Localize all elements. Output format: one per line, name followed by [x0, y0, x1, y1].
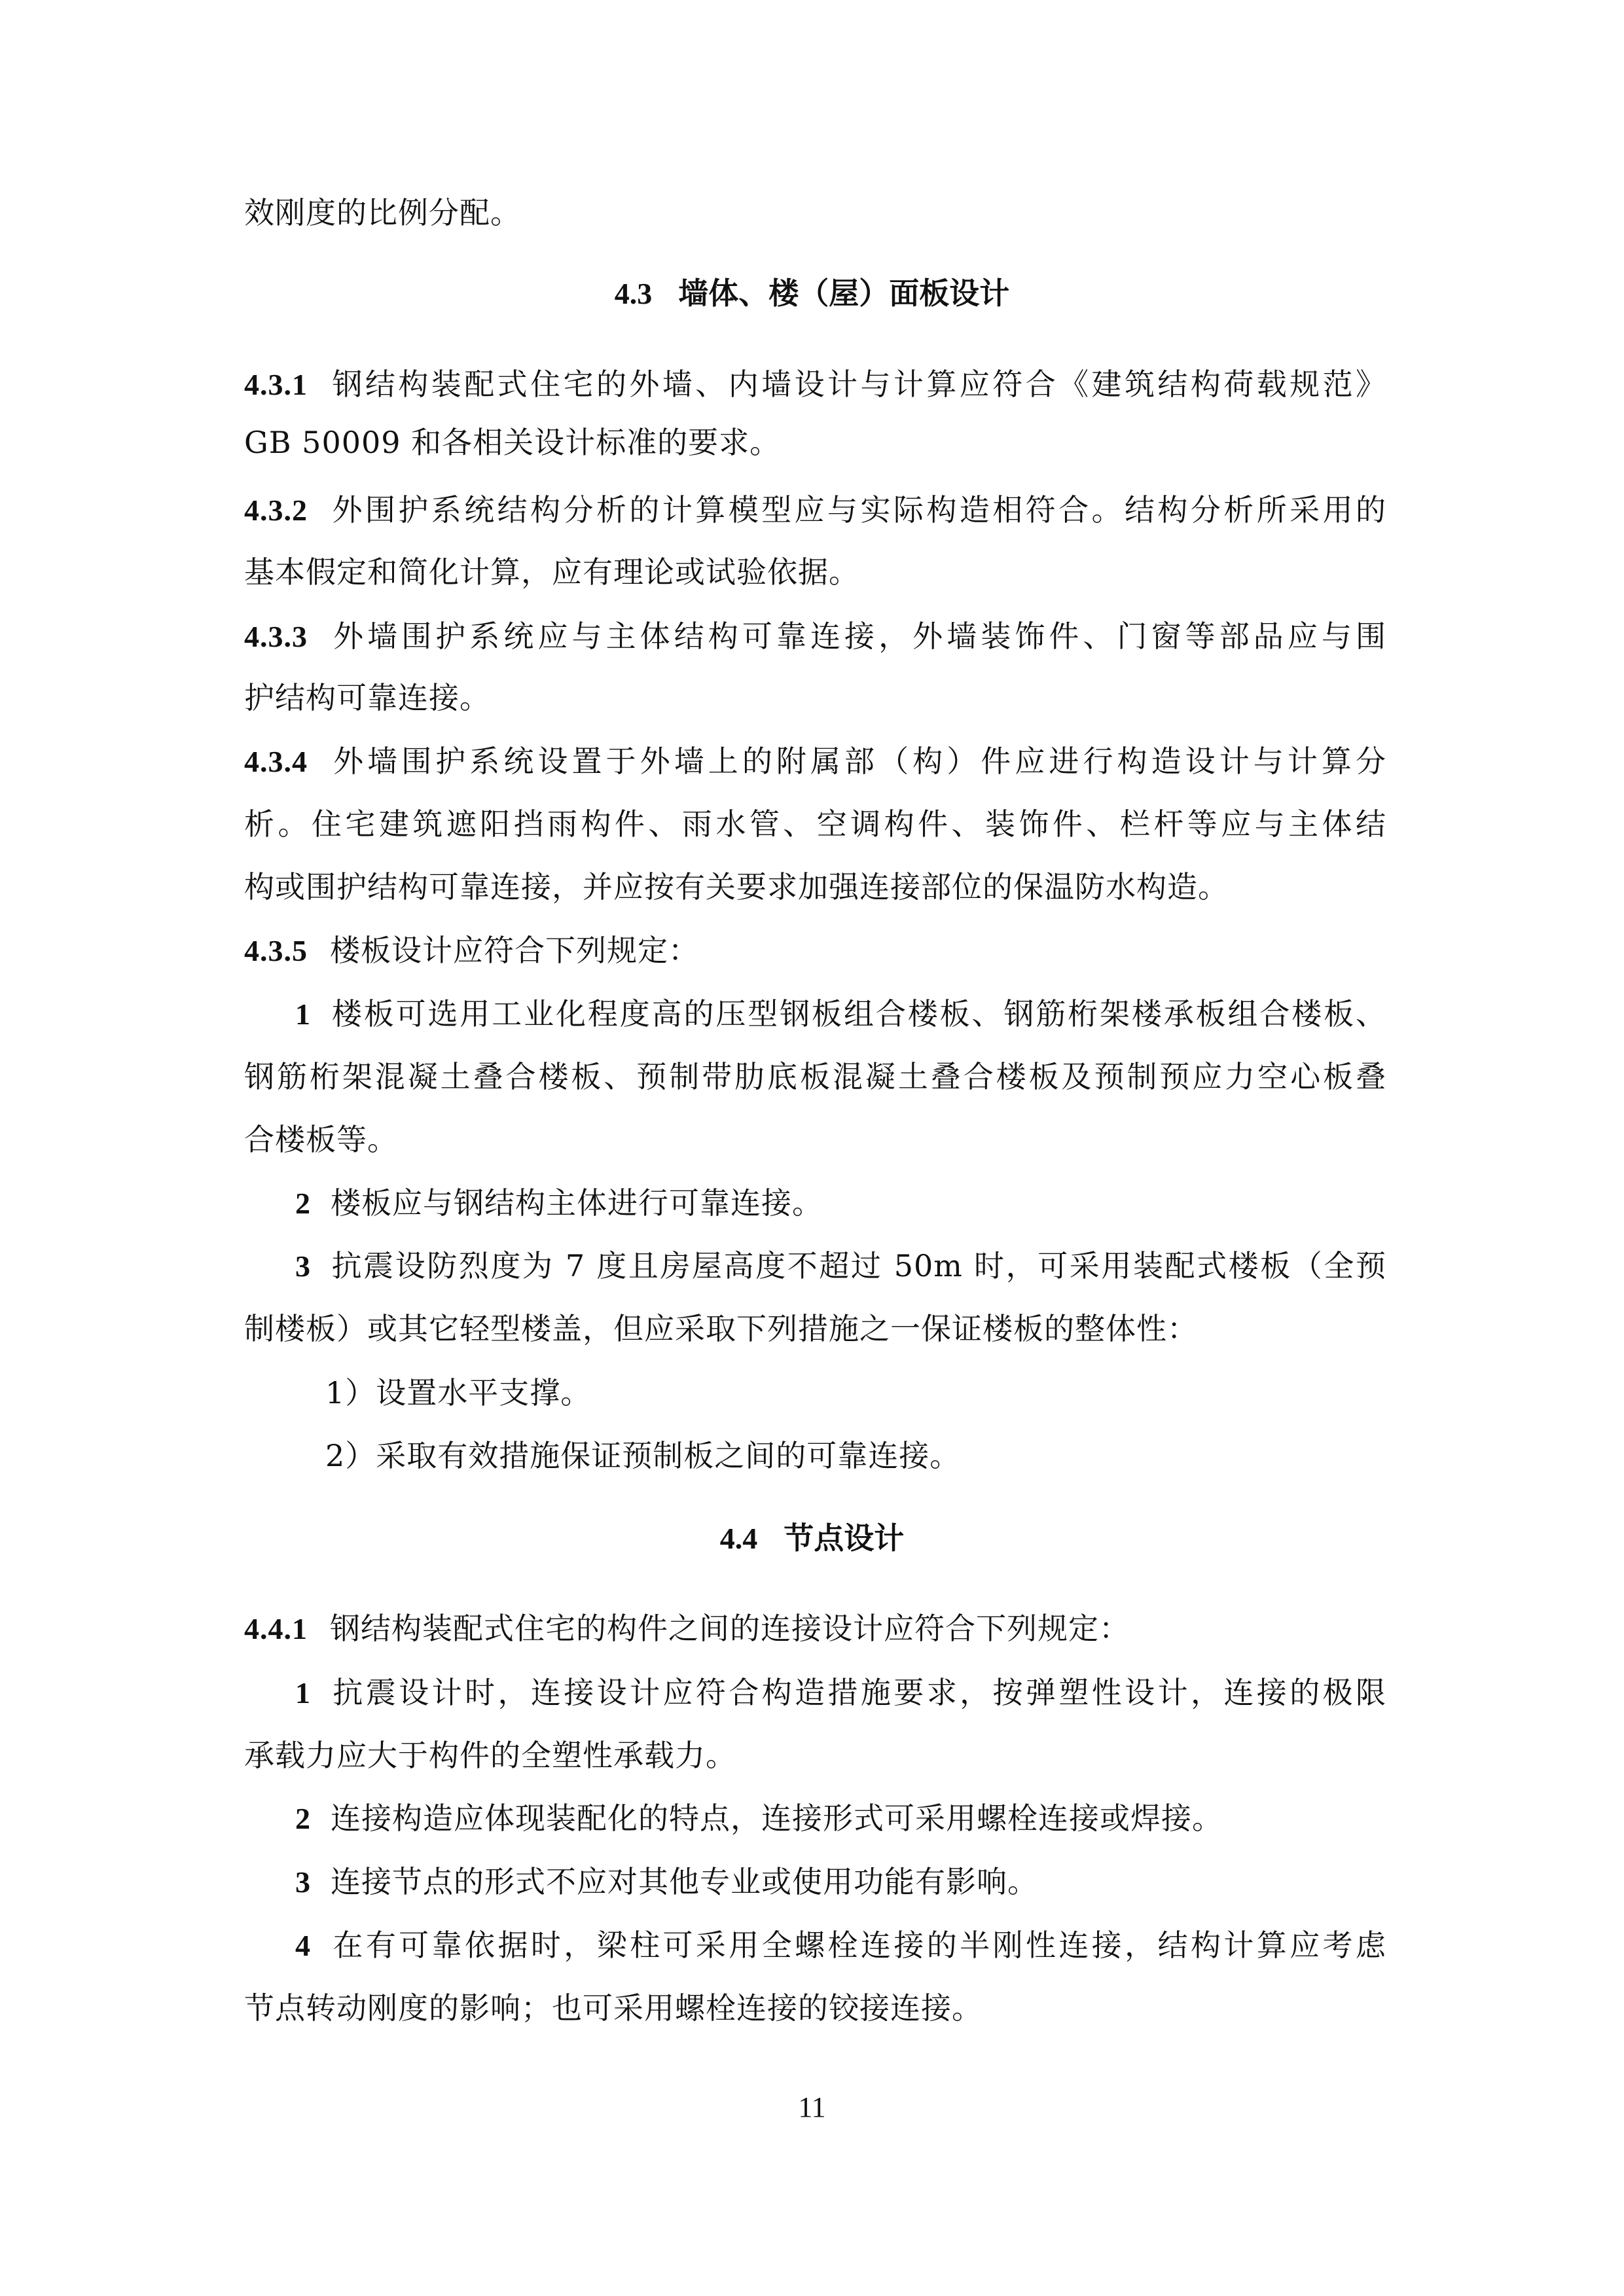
clause-4-3-3-line-1: [244, 618, 1386, 655]
text: 楼板可选用工业化程度高的压型钢板组合楼板、钢筋桁架楼承板组合楼板、: [331, 996, 1386, 1031]
item-number: 1: [295, 997, 311, 1031]
item-3-line-2: [244, 1310, 1198, 1347]
section-number: 4.3: [614, 277, 653, 310]
text: 钢结构装配式住宅的构件之间的连接设计应符合下列规定：: [330, 1611, 1130, 1646]
clause-number: 4.3.3: [244, 620, 308, 653]
item-1-line-3: [244, 1121, 398, 1158]
text: 楼板设计应符合下列规定：: [330, 933, 699, 968]
clause-4-3-3-line-2: [244, 679, 490, 716]
clause-number: 4.3.4: [244, 745, 308, 778]
node-item-1-line-1: [295, 1674, 1386, 1712]
text: 抗震设防烈度为 7 度且房屋高度不超过 50m 时，可采用装配式楼板（全预: [331, 1248, 1386, 1283]
text: 连接构造应体现装配化的特点，连接形式可采用螺栓连接或焊接。: [331, 1801, 1223, 1836]
subitem-2: [325, 1437, 960, 1474]
text: 2）采取有效措施保证预制板之间的可靠连接。: [325, 1438, 961, 1473]
item-1-line-1: [295, 996, 1386, 1033]
node-item-3-line-1: [295, 1863, 1038, 1901]
clause-4-3-1-line-2: [244, 424, 780, 461]
text: 抗震设计时，连接设计应符合构造措施要求，按弹塑性设计，连接的极限: [331, 1675, 1386, 1710]
clause-4-3-1-line-1: [244, 366, 1386, 403]
clause-4-3-4-line-1: [244, 743, 1386, 780]
item-1-line-2: [244, 1058, 1386, 1095]
clause-4-3-4-line-2: [244, 806, 1386, 842]
section-number: 4.4: [719, 1522, 758, 1555]
text: 构或围护结构可靠连接，并应按有关要求加强连接部位的保温防水构造。: [244, 869, 1229, 905]
item-number: 3: [295, 1249, 311, 1283]
text: 承载力应大于构件的全塑性承载力。: [244, 1738, 736, 1773]
item-3-line-1: [295, 1247, 1386, 1285]
clause-4-3-2-line-1: [244, 492, 1386, 529]
clause-4-4-1-line-1: [244, 1610, 1130, 1647]
clause-4-3-4-line-3: [244, 869, 1229, 905]
item-2-line-1: [295, 1185, 823, 1222]
text: 连接节点的形式不应对其他专业或使用功能有影响。: [331, 1864, 1038, 1899]
text: 钢筋桁架混凝土叠合楼板、预制带肋底板混凝土叠合楼板及预制预应力空心板叠: [244, 1059, 1386, 1094]
text: 效刚度的比例分配。: [244, 195, 521, 230]
text: 外墙围护系统设置于外墙上的附属部（构）件应进行构造设计与计算分: [330, 744, 1386, 779]
clause-number: 4.3.5: [244, 934, 308, 967]
text: 制楼板）或其它轻型楼盖，但应采取下列措施之一保证楼板的整体性：: [244, 1311, 1198, 1346]
node-item-1-line-2: [244, 1737, 736, 1774]
text: 外围护系统结构分析的计算模型应与实际构造相符合。结构分析所采用的: [330, 492, 1386, 528]
text: 外墙围护系统应与主体结构可靠连接，外墙装饰件、门窗等部品应与围: [330, 619, 1386, 654]
clause-number: 4.4.1: [244, 1612, 308, 1645]
node-item-4-line-1: [295, 1927, 1386, 1964]
text: 楼板应与钢结构主体进行可靠连接。: [331, 1185, 823, 1221]
subitem-1: [325, 1374, 591, 1411]
text: 钢结构装配式住宅的外墙、内墙设计与计算应符合《建筑结构荷载规范》: [330, 367, 1386, 402]
page-number: 11: [798, 2091, 826, 2123]
item-number: 1: [295, 1676, 311, 1710]
node-item-2-line-1: [295, 1800, 1223, 1837]
paragraph-line: [244, 194, 521, 231]
text: GB 50009 和各相关设计标准的要求。: [244, 425, 781, 460]
clause-4-3-5-line-1: [244, 932, 699, 969]
node-item-4-line-2: [244, 1990, 983, 2026]
text: 在有可靠依据时，梁柱可采用全螺栓连接的半刚性连接，结构计算应考虑: [331, 1928, 1386, 1963]
section-heading-4-4: [0, 1520, 1624, 1557]
section-title: 墙体、楼（屋）面板设计: [678, 276, 1010, 311]
clause-4-3-2-line-2: [244, 554, 859, 590]
item-number: 2: [295, 1187, 311, 1220]
item-number: 4: [295, 1929, 311, 1962]
text: 护结构可靠连接。: [244, 680, 490, 715]
text: 析。住宅建筑遮阳挡雨构件、雨水管、空调构件、装饰件、栏杆等应与主体结: [244, 806, 1386, 842]
item-number: 3: [295, 1865, 311, 1899]
clause-number: 4.3.1: [244, 368, 308, 401]
section-heading-4-3: [0, 275, 1624, 312]
text: 基本假定和简化计算，应有理论或试验依据。: [244, 554, 859, 590]
item-number: 2: [295, 1802, 311, 1835]
text: 1）设置水平支撑。: [325, 1375, 592, 1410]
clause-number: 4.3.2: [244, 493, 308, 527]
text: 节点转动刚度的影响；也可采用螺栓连接的铰接连接。: [244, 1990, 983, 2026]
text: 合楼板等。: [244, 1122, 398, 1157]
section-title: 节点设计: [784, 1520, 905, 1556]
